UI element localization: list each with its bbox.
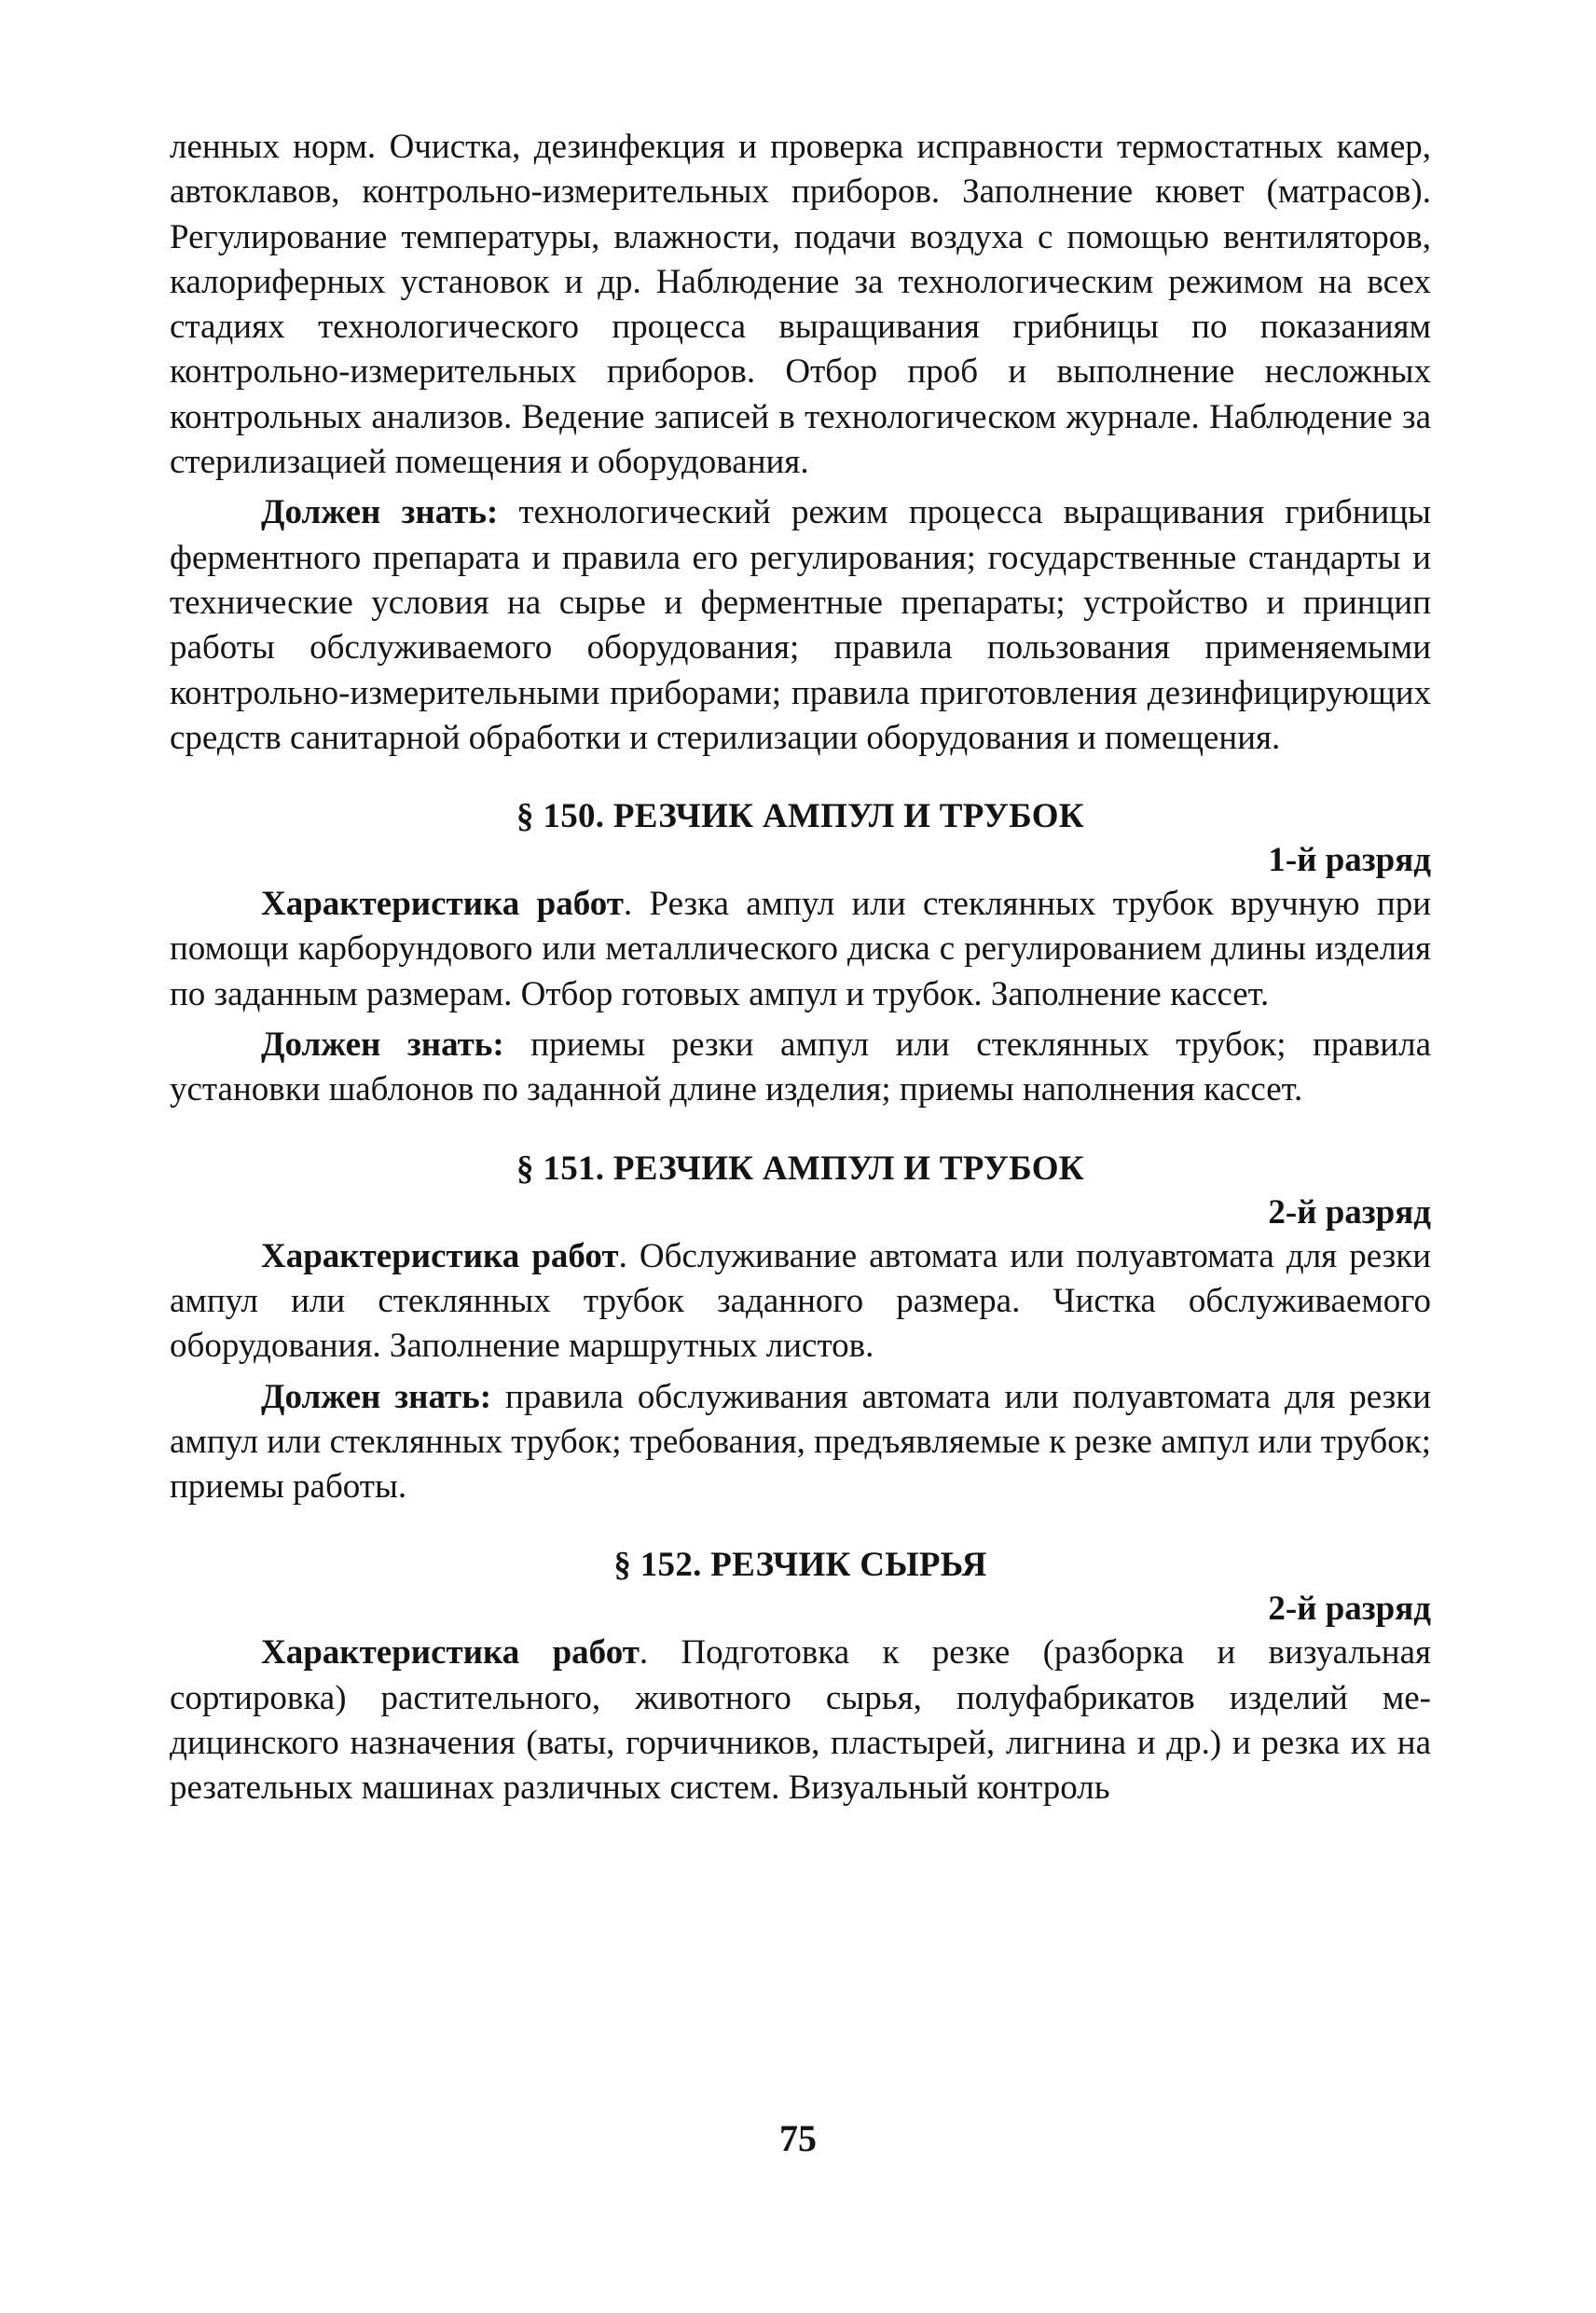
section-151 [170, 1147, 1431, 1510]
knows-text: правила обслуживания автомата или полуавтомата для резки ампул или стеклянных трубок; требования, предъявляемые к резке ампул или трубок; приемы работы. [170, 1377, 1431, 1507]
characteristics-text: . Подготовка к резке (разборка и визуальная сортировка) растительного, животного сырья, полуфабрикатов изделий медицинского назначения (ваты, горчичников, пластырей, лигнина и др.) и резка их на резательных машинах различных систем. Визуальный контроль [170, 1633, 1432, 1808]
knows-paragraph [170, 1023, 1431, 1113]
characteristics-label: Характеристика работ [261, 1633, 640, 1673]
characteristics-paragraph [170, 1234, 1431, 1370]
characteristics-label: Характеристика работ [261, 1236, 619, 1275]
knows-label: Должен знать: [261, 1026, 504, 1065]
knows-label: Должен знать: [261, 493, 499, 532]
section-heading: § 152. РЕЗЧИК СЫРЬЯ [613, 1546, 987, 1585]
section-heading: § 150. РЕЗЧИК АМПУЛ И ТРУБОК [516, 797, 1084, 836]
page-content [170, 125, 1431, 1811]
section-heading: § 151. РЕЗЧИК АМПУЛ И ТРУБОК [516, 1149, 1084, 1188]
characteristics-paragraph [170, 882, 1431, 1017]
section-152 [170, 1543, 1431, 1810]
characteristics-text: . Резка ампул или стеклянных трубок вручную при помощи карборундового или металлического диска с регулированием длины изделия по заданным размерам. Отбор готовых ампул и трубок. Заполнение кассет. [170, 885, 1431, 1013]
knows-text: приемы резки ампул или стеклянных трубок; правила установки шаблонов по заданной длине изделия; приемы наполнения кассет. [170, 1026, 1431, 1109]
section-grade: 1-й разряд [1268, 841, 1431, 880]
knows-text: технологический режим процесса выращивания грибницы ферментного препарата и правила его регулирования; государственные стандарты и технические условия на сырье и ферментные препараты; устройство и принцип работы обслуживаемого оборудования; правила пользования применяемыми контрольно-измерительными приборами; правила приготовления дезинфицирующих средств санитарной обработки и стерилизации оборудования и помещения. [170, 493, 1431, 757]
section-grade: 2-й разряд [1268, 1590, 1431, 1629]
section-150 [170, 794, 1431, 1112]
characteristics-label: Характеристика работ [261, 885, 624, 924]
characteristics-text: . Обслуживание автомата или полуавтомата для резки ампул или стеклянных трубок заданного размера. Чистка обслуживаемого оборудования. Заполнение маршрутных листов. [170, 1236, 1432, 1366]
characteristics-paragraph [170, 1631, 1431, 1810]
intro-knows-paragraph [170, 490, 1431, 761]
section-grade: 2-й разряд [1268, 1192, 1431, 1232]
knows-label: Должен знать: [261, 1377, 492, 1416]
intro-paragraph: ленных норм. Очистка, дезинфекция и проверка исправности термостатных камер, автоклавов, контрольно-измерительных приборов. Заполнение кювет (матрасов). Регулирование температуры, влажности, подачи воздуха с помощью вентиляторов, калориферных установок и др. Наблюдение за технологическим режимом на всех стадиях технологического процесса выращивания грибницы по показаниям контрольно-измерительных приборов. Отбор проб и выполнение несложных контрольных анализов. Ведение записей в технологическом журнале. Наблюдение за стерилизацией помещения и оборудования. [170, 128, 1431, 482]
knows-paragraph [170, 1375, 1431, 1510]
page-number: 75 [779, 2117, 817, 2159]
